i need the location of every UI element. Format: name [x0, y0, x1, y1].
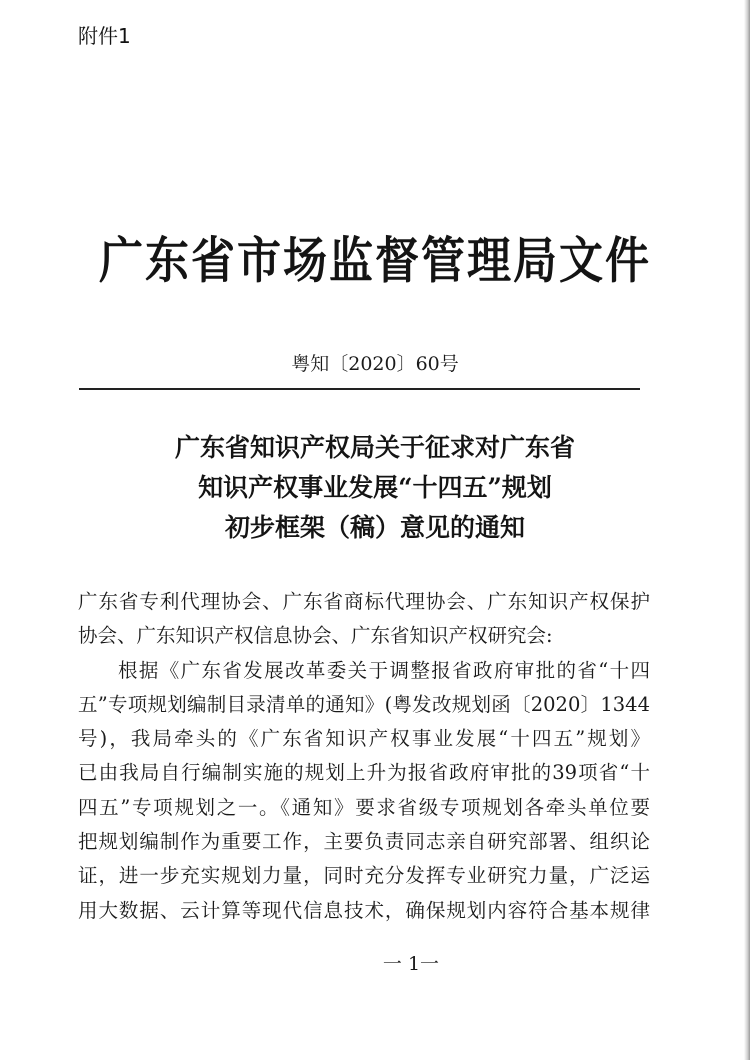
body-line-4: 五”专项规划编制目录清单的通知》(粤发改规划函〔2020〕1344: [78, 692, 650, 716]
document-body: [78, 585, 650, 928]
body-line-6: 已由我局自行编制实施的规划上升为报省政府审批的39项省“十: [78, 761, 650, 785]
body-line-9: 证，进一步充实规划力量，同时充分发挥专业研究力量，广泛运: [78, 864, 650, 888]
body-line-10: 用大数据、云计算等现代信息技术，确保规划内容符合基本规律: [78, 898, 650, 922]
document-title: [0, 428, 750, 548]
title-line-2: 知识产权事业发展“十四五”规划: [198, 473, 552, 502]
body-line-7: 四五”专项规划之一。《通知》要求省级专项规划各牵头单位要: [78, 795, 650, 819]
attachment-label: 附件1: [78, 24, 131, 48]
issuer-header: 广东省市场监督管理局文件: [99, 232, 651, 290]
body-line-1: 广东省专利代理协会、广东省商标代理协会、广东知识产权保护: [78, 590, 650, 613]
body-line-2: 协会、广东知识产权信息协会、广东省知识产权研究会:: [78, 624, 553, 648]
page-number: 一 1一: [382, 953, 440, 975]
document-number: 粤知〔2020〕60号: [291, 353, 459, 375]
body-line-5: 号)，我局牵头的《广东省知识产权事业发展“十四五”规划》: [78, 727, 650, 751]
title-line-3: 初步框架（稿）意见的通知: [224, 513, 525, 542]
body-line-3: 根据《广东省发展改革委关于调整报省政府审批的省“十四: [118, 658, 650, 682]
title-line-1: 广东省知识产权局关于征求对广东省: [174, 433, 575, 462]
header-divider: [79, 388, 640, 390]
body-line-8: 把规划编制作为重要工作，主要负责同志亲自研究部署、组织论: [78, 830, 650, 854]
